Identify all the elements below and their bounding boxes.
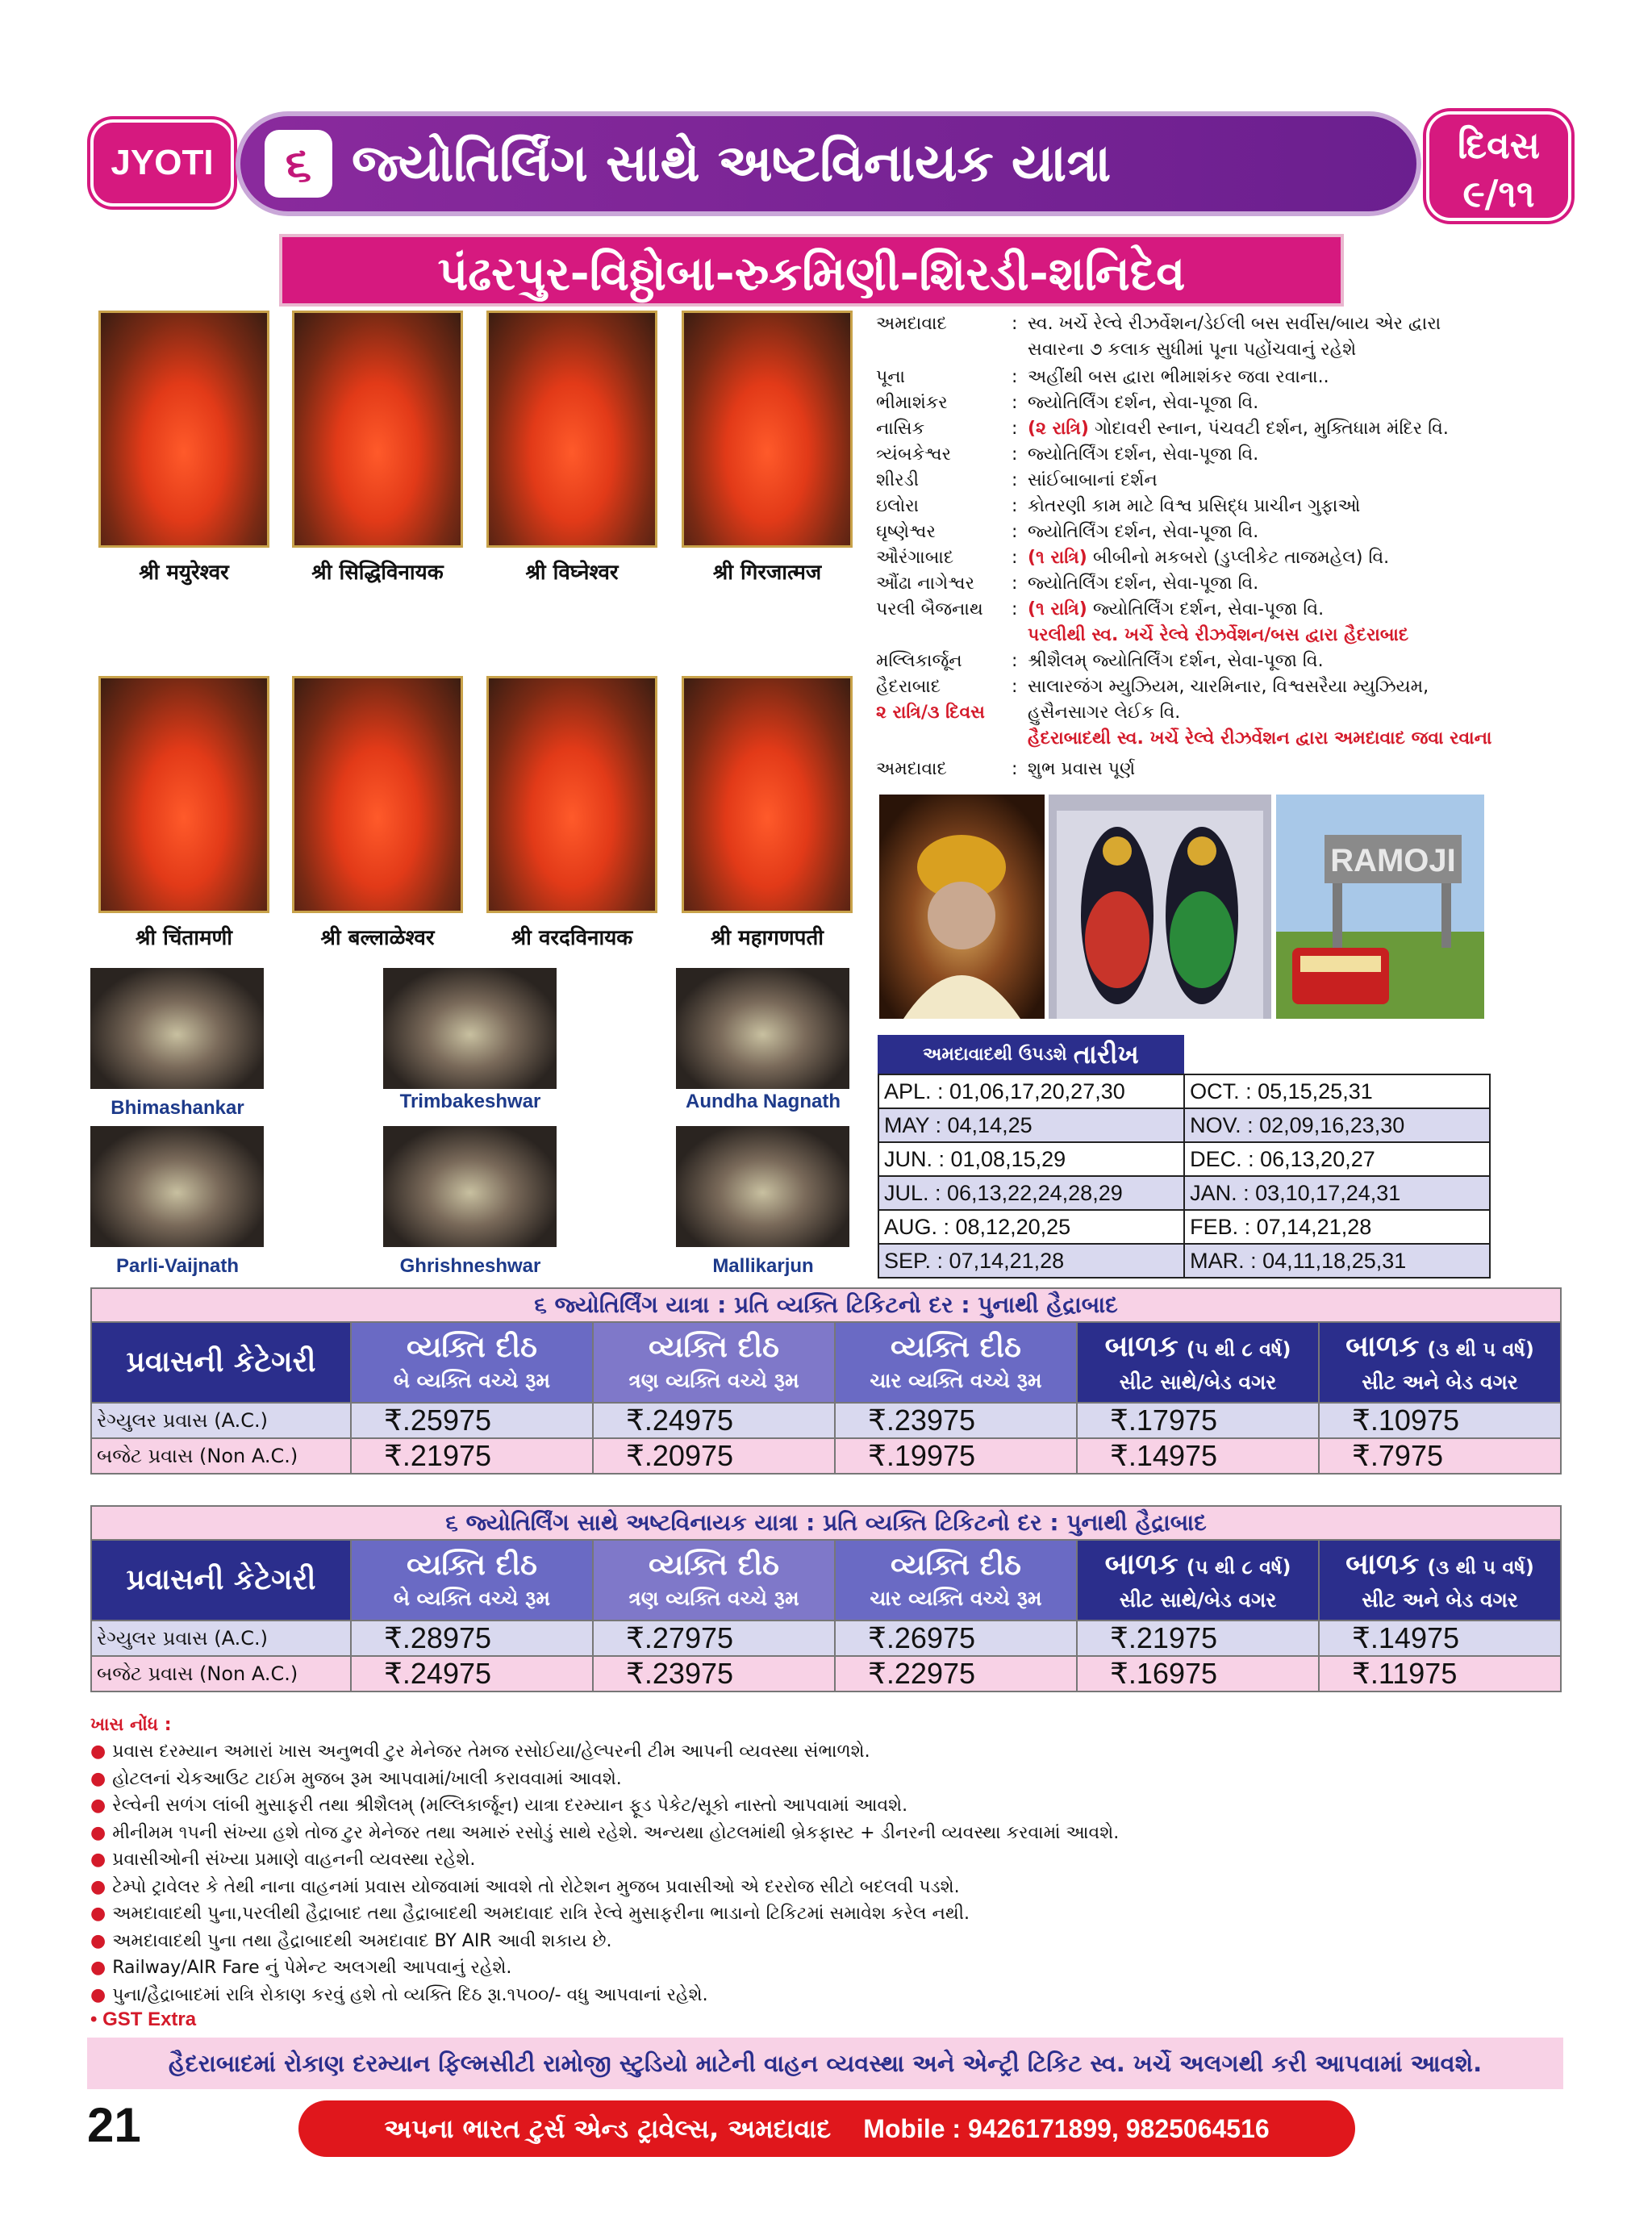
dates-cell: OCT. : 05,15,25,31 (1184, 1074, 1490, 1108)
price-value: ₹.11975 (1319, 1656, 1561, 1691)
days-badge (1426, 111, 1571, 221)
bullet-icon: ● (90, 1850, 106, 1870)
jyotirling-caption: Ghrishneshwar (399, 1255, 541, 1277)
price-column-header (835, 1540, 1077, 1621)
itinerary-colon: : (1012, 759, 1018, 779)
column-subtitle: સીટ અને બેડ વગર (1362, 1587, 1518, 1612)
itinerary-row (876, 468, 1158, 494)
column-title (1078, 1329, 1318, 1368)
title-band (236, 111, 1421, 216)
itinerary-text: જ્યોતિર્લિંગ દર્શન, સેવા-પૂજા વિ. (1028, 444, 1259, 465)
itinerary-nights: (૨ રાત્રિ) (1028, 419, 1089, 439)
column-title (594, 1329, 834, 1366)
price-value: ₹.23975 (593, 1656, 835, 1691)
price-title-row (91, 1288, 1561, 1322)
dates-row (878, 1210, 1490, 1244)
price-value: ₹.23975 (835, 1403, 1077, 1438)
itinerary-row (876, 649, 1324, 674)
note-item (90, 1846, 475, 1873)
price-table-title: ૬ જ્યોતિર્લિંગ યાત્રા : પ્રતિ વ્યક્તિ ટિકિટનો દર : પુનાથી હૈદ્રાબાદ (91, 1288, 1561, 1322)
itinerary-text: જ્યોતિર્લિંગ દર્શન, સેવા-પૂજા વિ. (1028, 522, 1259, 542)
page-number: 21 (87, 2098, 141, 2152)
ganesha-idol-image (292, 311, 463, 548)
itinerary-text: હુસૈનસાગર લેઈક વિ. (1028, 703, 1181, 723)
column-title (1078, 1546, 1318, 1586)
dates-cell: SEP. : 07,14,21,28 (878, 1244, 1184, 1278)
price-row (91, 1621, 1561, 1656)
itinerary-colon: : (1012, 599, 1018, 619)
price-row-label: રેગ્યુલર પ્રવાસ (A.C.) (91, 1621, 351, 1656)
page-subtitle: પંઢરપુર-વિઠ્ઠોબા-રુકમિણી-શિરડી-શનિદેવ (279, 234, 1344, 307)
note-text: પ્રવાસીઓની સંખ્યા પ્રમાણે વાહનની વ્યવસ્થા રહેશે. (112, 1850, 476, 1870)
dates-header (878, 1035, 1184, 1074)
jyotirling-image (383, 968, 557, 1089)
itinerary-colon: : (1012, 470, 1018, 490)
price-value: ₹.28975 (351, 1621, 593, 1656)
column-title-age: (૫ થી ૮ વર્ષ) (1186, 1337, 1291, 1361)
column-title-age: (૩ થી ૫ વર્ષ) (1427, 1337, 1534, 1361)
column-title-main: વ્યક્તિ દીઠ (407, 1331, 537, 1364)
itinerary-row (876, 700, 1180, 726)
itinerary-place: ઔરંગાબાદ (876, 548, 954, 568)
departure-dates-table (878, 1074, 1491, 1279)
page-title: જ્યોતિર્લિંગ સાથે અષ્ટવિનાયક યાત્રા (352, 134, 1112, 194)
price-value: ₹.14975 (1319, 1621, 1561, 1656)
column-title-main: બાળક (1104, 1329, 1179, 1363)
column-title-age: (૩ થી ૫ વર્ષ) (1427, 1555, 1534, 1579)
itinerary-colon: : (1012, 314, 1018, 334)
price-header-row (91, 1540, 1561, 1621)
jyotirling-image (676, 968, 849, 1089)
dates-row (878, 1074, 1490, 1108)
column-title (352, 1329, 592, 1366)
price-value: ₹.16975 (1077, 1656, 1319, 1691)
itinerary-place: નાસિક (876, 419, 925, 439)
dates-cell: JUL. : 06,13,22,24,28,29 (878, 1176, 1184, 1210)
note-text: પુના/હૈદ્રાબાદમાં રાત્રિ રોકાણ કરવું હશે તો વ્યક્તિ દિઠ રૂા.૧૫૦૦/- વધુ આપવાનાં રહેશે. (112, 1984, 708, 2005)
itinerary-colon: : (1012, 496, 1018, 516)
itinerary-text: સ્વ. ખર્ચે રેલ્વે રીઝર્વેશન/ડેઈલી બસ સર્વીસ/બાય એર દ્વારા (1028, 314, 1441, 334)
price-value: ₹.22975 (835, 1656, 1077, 1691)
price-column-header (1319, 1322, 1561, 1403)
idol-caption: श्री वरदविनायक (511, 926, 633, 950)
days-label: દિવસ (1457, 123, 1541, 167)
idol-caption: श्री बल्लाळेश्वर (320, 926, 435, 950)
ganesha-idol-image (98, 311, 269, 548)
vitthal-rukmini-photo (1049, 795, 1271, 1019)
column-title (1320, 1546, 1560, 1586)
bullet-icon: ● (90, 1904, 106, 1924)
bullet-icon: ● (90, 1930, 106, 1951)
dates-cell: JAN. : 03,10,17,24,31 (1184, 1176, 1490, 1210)
itinerary-colon: : (1012, 677, 1018, 697)
itinerary-text: શુભ પ્રવાસ પૂર્ણ (1028, 759, 1136, 779)
column-subtitle: બે વ્યક્તિ વચ્ચે રૂમ (393, 1587, 551, 1610)
column-title-main: વ્યક્તિ દીઠ (891, 1331, 1021, 1364)
ganesha-idol-image (682, 676, 853, 913)
note-item (90, 1766, 622, 1792)
category-header: પ્રવાસની કેટેગરી (91, 1322, 351, 1403)
note-item (90, 1792, 907, 1819)
idol-caption: श्री मयुरेश्वर (139, 561, 229, 585)
price-value: ₹.7975 (1319, 1438, 1561, 1474)
itinerary-text: જ્યોતિર્લિંગ દર્શન, સેવા-પૂજા વિ. (1028, 574, 1259, 594)
ganesha-idol-image (292, 676, 463, 913)
note-item (90, 1738, 870, 1765)
company-name: અપના ભારત ટુર્સ એન્ડ ટ્રાવેલ્સ, અમદાવાદ (384, 2113, 832, 2144)
price-header-row (91, 1322, 1561, 1403)
jyotirling-caption: Parli-Vaijnath (115, 1255, 240, 1277)
price-column-header (593, 1322, 835, 1403)
price-table-title: ૬ જ્યોતિર્લિંગ સાથે અષ્ટવિનાયક યાત્રા : પ્રતિ વ્યક્તિ ટિકિટનો દર : પુનાથી હૈદ્રાબાદ (91, 1506, 1561, 1540)
itinerary-row (876, 416, 1449, 442)
itinerary-colon: : (1012, 393, 1018, 413)
itinerary-row (876, 494, 1360, 519)
ganesha-idol-image (98, 676, 269, 913)
jyotirling-image (90, 1126, 264, 1247)
itinerary-row (876, 545, 1389, 571)
bullet-icon: ● (90, 1876, 106, 1897)
price-value: ₹.27975 (593, 1621, 835, 1656)
itinerary-place: અમદાવાદ (876, 314, 947, 334)
itinerary-text: બીબીનો મકબરો (ડુપ્લીકેટ તાજમહેલ) વિ. (1087, 548, 1390, 568)
itinerary-text: સાંઈબાબાનાં દર્શન (1028, 470, 1158, 490)
column-title-main: વ્યક્તિ દીઠ (891, 1549, 1021, 1582)
itinerary-row (876, 726, 1491, 752)
itinerary-nights: (૧ રાત્રિ) (1028, 599, 1087, 619)
jyotirling-caption: Bhimashankar (111, 1097, 244, 1119)
itinerary-row (876, 757, 1135, 782)
jyotirling-image (383, 1126, 557, 1247)
dates-cell: DEC. : 06,13,20,27 (1184, 1142, 1490, 1176)
price-value: ₹.21975 (351, 1438, 593, 1474)
price-value: ₹.19975 (835, 1438, 1077, 1474)
days-value: ૯/૧૧ (1462, 172, 1535, 215)
note-text: ટેમ્પો ટ્રાવેલર કે તેથી નાના વાહનમાં પ્રવાસ યોજવામાં આવશે તો રોટેશન મુજબ પ્રવાસીઓ એ દરરોજ સીટો બદલવી પડશે. (112, 1876, 960, 1897)
column-title-main: બાળક (1345, 1547, 1420, 1581)
bullet-icon: ● (90, 1742, 106, 1762)
price-column-header (1077, 1322, 1319, 1403)
itinerary-place: ઔંઢા નાગેશ્વર (876, 574, 974, 594)
note-item (90, 1900, 970, 1927)
itinerary-colon: : (1012, 444, 1018, 465)
itinerary-place: ઇલોરા (876, 496, 920, 516)
itinerary-text: જ્યોતિર્લિંગ દર્શન, સેવા-પૂજા વિ. (1087, 599, 1325, 619)
note-text: અમદાવાદથી પુના તથા હૈદ્રાબાદથી અમદાવાદ BY AIR આવી શકાય છે. (112, 1930, 612, 1951)
itinerary-row (876, 311, 1441, 337)
itinerary-place: અમદાવાદ (876, 759, 947, 779)
note-text: હોટલનાં ચેકઆઉટ ટાઈમ મુજબ રૂમ આપવામાં/ખાલી કરાવવામાં આવશે. (112, 1768, 622, 1789)
price-value: ₹.26975 (835, 1621, 1077, 1656)
itinerary-text: શ્રીશૈલમ્ જ્યોતિર્લિંગ દર્શન, સેવા-પૂજા વિ. (1028, 651, 1324, 671)
dates-header-label: અમદાવાદથી ઉપડશે (923, 1044, 1067, 1065)
dates-cell: AUG. : 08,12,20,25 (878, 1210, 1184, 1244)
price-value: ₹.10975 (1319, 1403, 1561, 1438)
price-column-header (351, 1540, 593, 1621)
itinerary-highlight: હૈદરાબાદથી સ્વ. ખર્ચે રેલ્વે રીઝર્વેશન દ્વારા અમદાવાદ જવા રવાના (1028, 728, 1492, 749)
price-row (91, 1656, 1561, 1691)
itinerary-place: હૈદરાબાદ (876, 677, 941, 697)
notes-title: ખાસ નોંધ : (90, 1715, 172, 1735)
ramoji-sign: RAMOJI (1330, 843, 1456, 878)
itinerary-place: ભીમાશંકર (876, 393, 948, 413)
column-subtitle: ચાર વ્યક્તિ વચ્ચે રૂમ (870, 1369, 1042, 1392)
price-value: ₹.20975 (593, 1438, 835, 1474)
column-title (594, 1547, 834, 1584)
idol-caption: श्री गिरजात्मज (712, 561, 822, 585)
itinerary-text: સાલારજંગ મ્યુઝિયમ, ચારમિનાર, વિશ્વસરૈયા મ્યુઝિયમ, (1028, 677, 1429, 697)
column-title-main: બાળક (1345, 1329, 1420, 1363)
price-table-jyotirling (90, 1287, 1562, 1475)
itinerary-place: ત્ર્યંબકેશ્વર (876, 444, 951, 465)
itinerary-place: પૂના (876, 367, 906, 387)
itinerary-colon: : (1012, 419, 1018, 439)
jyotirling-image (90, 968, 264, 1089)
price-value: ₹.24975 (351, 1656, 593, 1691)
itinerary-row (876, 365, 1329, 390)
title-number: ૬ (265, 130, 332, 198)
footer-contact (298, 2100, 1355, 2157)
dates-header-title: તારીખ (1073, 1038, 1139, 1070)
price-row-label: બજેટ પ્રવાસ (Non A.C.) (91, 1438, 351, 1474)
idol-caption: श्री चिंतामणी (135, 926, 233, 950)
price-column-header (1077, 1540, 1319, 1621)
note-text: રેલ્વેની સળંગ લાંબી મુસાફરી તથા શ્રીશૈલમ્ (મલ્લિકાર્જૂન) યાત્રા દરમ્યાન ફૂડ પેકેટ/સૂકો નાસ્તો આપવામાં આવશે. (112, 1796, 908, 1816)
price-row-label: રેગ્યુલર પ્રવાસ (A.C.) (91, 1403, 351, 1438)
itinerary-colon: : (1012, 651, 1018, 671)
column-title-age: (૫ થી ૮ વર્ષ) (1186, 1555, 1291, 1579)
note-item (90, 1982, 708, 2009)
note-item (90, 1928, 611, 1954)
dates-row (878, 1176, 1490, 1210)
idol-caption: श्री महागणपती (710, 926, 824, 950)
itinerary-row (876, 674, 1429, 700)
jyotirling-caption: Trimbakeshwar (399, 1091, 541, 1112)
dates-row (878, 1108, 1490, 1142)
price-value: ₹.14975 (1077, 1438, 1319, 1474)
dates-cell: FEB. : 07,14,21,28 (1184, 1210, 1490, 1244)
itinerary-place: શીરડી (876, 470, 919, 490)
itinerary-row (876, 571, 1258, 597)
price-value: ₹.25975 (351, 1403, 593, 1438)
price-title-row (91, 1506, 1561, 1540)
price-table-ashtavinayak (90, 1505, 1562, 1692)
category-header: પ્રવાસની કેટેગરી (91, 1540, 351, 1621)
column-title (836, 1329, 1076, 1366)
bullet-icon: ● (90, 1958, 106, 1978)
itinerary-colon: : (1012, 367, 1018, 387)
column-subtitle: સીટ સાથે/બેડ વગર (1119, 1587, 1277, 1612)
price-row (91, 1438, 1561, 1474)
column-subtitle: સીટ અને બેડ વગર (1362, 1370, 1518, 1394)
dates-cell: NOV. : 02,09,16,23,30 (1184, 1108, 1490, 1142)
price-column-header (351, 1322, 593, 1403)
itinerary-text: સવારના ૭ કલાક સુધીમાં પૂના પહોંચવાનું રહેશે (1028, 340, 1357, 360)
ganesha-idol-image (682, 311, 853, 548)
bullet-icon: ● (90, 1984, 106, 2005)
note-text: Railway/AIR Fare નું પેમેન્ટ અલગથી આપવાનું રહેશે. (112, 1958, 512, 1978)
column-title (352, 1547, 592, 1584)
itinerary-text: ગોદાવરી સ્નાન, પંચવટી દર્શન, મુક્તિધામ મંદિર વિ. (1088, 419, 1449, 439)
itinerary-colon: : (1012, 522, 1018, 542)
price-column-header (593, 1540, 835, 1621)
column-subtitle: બે વ્યક્તિ વચ્ચે રૂમ (393, 1369, 551, 1392)
itinerary-colon: : (1012, 574, 1018, 594)
dates-cell: MAR. : 04,11,18,25,31 (1184, 1244, 1490, 1278)
itinerary-highlight: પરલીથી સ્વ. ખર્ચે રેલ્વે રીઝર્વેશન/બસ દ્વારા હૈદરાબાદ (1028, 625, 1409, 645)
column-subtitle: ત્રણ વ્યક્તિ વચ્ચે રૂમ (628, 1369, 799, 1392)
itinerary-text: જ્યોતિર્લિંગ દર્શન, સેવા-પૂજા વિ. (1028, 393, 1259, 413)
dates-cell: JUN. : 01,08,15,29 (878, 1142, 1184, 1176)
price-value: ₹.24975 (593, 1403, 835, 1438)
idol-caption: श्री विघ्नेश्वर (525, 561, 619, 585)
jyotirling-caption: Aundha Nagnath (686, 1091, 841, 1112)
bullet-icon: ● (90, 1796, 106, 1816)
jyotirling-image (676, 1126, 849, 1247)
jyotirling-caption: Mallikarjun (712, 1255, 814, 1277)
ramoji-banner: હૈદરાબાદમાં રોકાણ દરમ્યાન ફિલ્મસીટી રામોજી સ્ટુડિયો માટેની વાહન વ્યવસ્થા અને એન્ટ્રી ટિકિટ સ્વ. ખર્ચે અલગથી કરી આપવામાં આવશે. (87, 2038, 1563, 2089)
idol-caption: श्री सिद्धिविनायक (311, 561, 444, 585)
itinerary-row (876, 597, 1324, 623)
brand-logo: JYOTI (90, 119, 234, 206)
column-title-main: વ્યક્તિ દીઠ (649, 1331, 779, 1364)
dates-cell: APL. : 01,06,17,20,27,30 (878, 1074, 1184, 1108)
price-value: ₹.21975 (1077, 1621, 1319, 1656)
saibaba-photo (879, 795, 1045, 1019)
ganesha-idol-image (486, 676, 657, 913)
gst-note: • GST Extra (90, 2009, 197, 2030)
column-title-main: વ્યક્તિ દીઠ (407, 1549, 537, 1582)
dates-cell: MAY : 04,14,25 (878, 1108, 1184, 1142)
itinerary-colon: : (1012, 548, 1018, 568)
column-title-main: બાળક (1104, 1547, 1179, 1581)
price-row-label: બજેટ પ્રવાસ (Non A.C.) (91, 1656, 351, 1691)
itinerary-place: મલ્લિકાર્જૂન (876, 651, 962, 671)
note-item (90, 1954, 511, 1981)
itinerary-place: ઘૃષ્ણેશ્વર (876, 522, 936, 542)
dates-row (878, 1142, 1490, 1176)
ramoji-film-city-photo (1276, 795, 1484, 1019)
mobile-numbers: Mobile : 9426171899, 9825064516 (863, 2113, 1270, 2143)
itinerary-text: કોતરણી કામ માટે વિશ્વ પ્રસિદ્ધ પ્રાચીન ગુફાઓ (1028, 496, 1361, 516)
note-item (90, 1874, 960, 1900)
dates-row (878, 1244, 1490, 1278)
itinerary-nights: (૧ રાત્રિ) (1028, 548, 1087, 568)
itinerary-row (876, 519, 1258, 545)
note-item (90, 1820, 1119, 1846)
column-title-main: વ્યક્તિ દીઠ (649, 1549, 779, 1582)
ganesha-idol-image (486, 311, 657, 548)
price-column-header (835, 1322, 1077, 1403)
note-text: મીનીમમ ૧૫ની સંખ્યા હશે તોજ ટુર મેનેજર તથા અમારું રસોડું સાથે રહેશે. અન્યથા હોટલમાંથી બ્રેકફાસ્ટ + ડીનરની વ્યવસ્થા કરવામાં આવશે. (112, 1822, 1120, 1843)
itinerary-row (876, 337, 1356, 363)
column-subtitle: ત્રણ વ્યક્તિ વચ્ચે રૂમ (628, 1587, 799, 1610)
price-value: ₹.17975 (1077, 1403, 1319, 1438)
itinerary-text: અહીંથી બસ દ્વારા ભીમાશંકર જવા રવાના.. (1028, 367, 1329, 387)
itinerary-row (876, 623, 1408, 649)
column-subtitle: ચાર વ્યક્તિ વચ્ચે રૂમ (870, 1587, 1042, 1610)
itinerary-place: પરલી બૈજનાથ (876, 599, 983, 619)
column-title (836, 1547, 1076, 1584)
price-column-header (1319, 1540, 1561, 1621)
bullet-icon: ● (90, 1822, 106, 1843)
column-subtitle: સીટ સાથે/બેડ વગર (1119, 1370, 1277, 1394)
bullet-icon: ● (90, 1768, 106, 1789)
note-text: પ્રવાસ દરમ્યાન અમારાં ખાસ અનુભવી ટુર મેનેજર તેમજ રસોઈયા/હેલ્પરની ટીમ આપની વ્યવસ્થા સંભાળશે. (112, 1742, 870, 1762)
note-text: અમદાવાદથી પુના,પરલીથી હૈદ્રાબાદ તથા હૈદ્રાબાદથી અમદાવાદ રાત્રિ રેલ્વે મુસાફરીના ભાડાનો ટિકિટમાં સમાવેશ કરેલ નથી. (112, 1904, 970, 1924)
itinerary-row (876, 442, 1258, 468)
price-row (91, 1403, 1561, 1438)
itinerary-row (876, 390, 1258, 416)
column-title (1320, 1329, 1560, 1368)
itinerary-place: ૨ રાત્રિ/૩ દિવસ (876, 703, 985, 723)
